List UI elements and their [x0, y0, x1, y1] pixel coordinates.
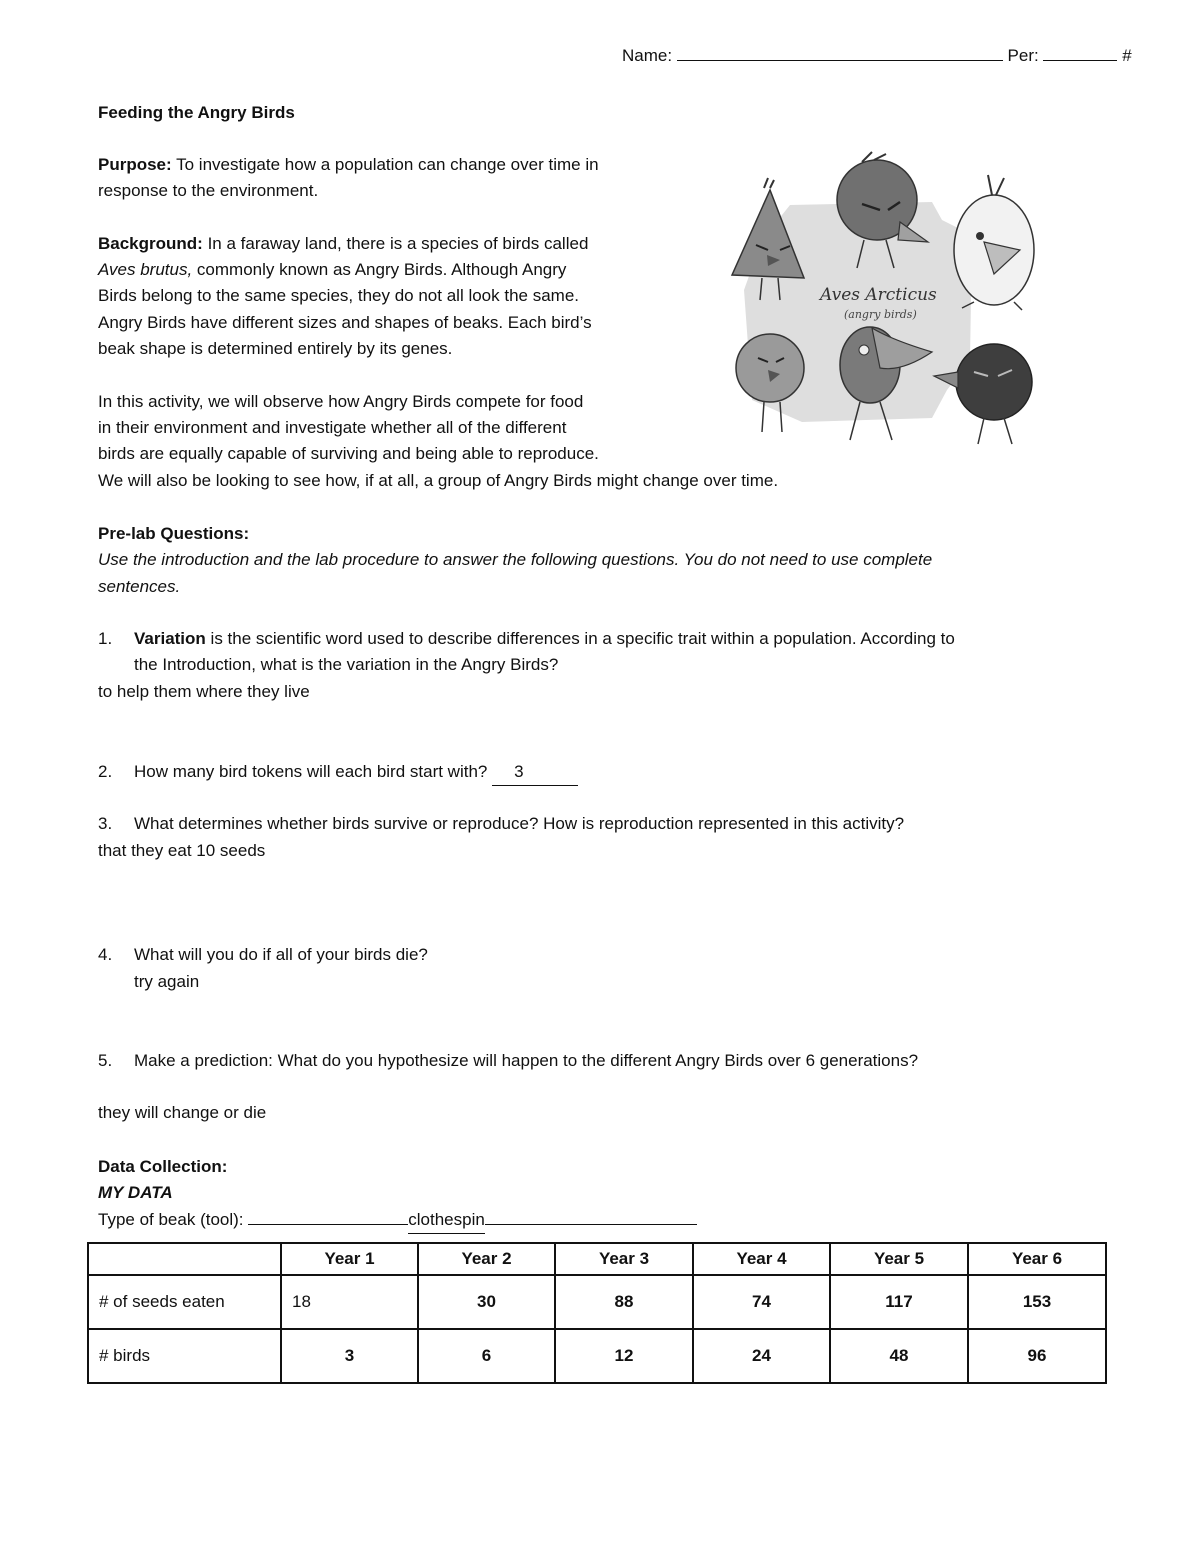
table-cell[interactable]: 48: [830, 1329, 968, 1383]
beak-type-label: Type of beak (tool):: [98, 1210, 244, 1229]
illustration-caption-2: (angry birds): [844, 308, 917, 321]
egg-bird: [954, 175, 1034, 310]
beak-blank-left: [248, 1206, 408, 1225]
table-header-row: [88, 1243, 1106, 1275]
answer-5[interactable]: they will change or die: [98, 1103, 267, 1122]
table-cell[interactable]: 117: [830, 1275, 968, 1329]
answer-3[interactable]: that they eat 10 seeds: [98, 841, 266, 860]
background-text-2: commonly known as Angry Birds. Although Angry: [196, 260, 567, 279]
question-2-text: How many bird tokens will each bird start with?: [134, 762, 488, 781]
activity-text-1: In this activity, we will observe how Angry Birds compete for food: [98, 392, 584, 411]
period-blank[interactable]: [1043, 42, 1117, 61]
table-header-cell: Year 1: [281, 1243, 418, 1275]
table-cell[interactable]: 18: [281, 1275, 418, 1329]
answer-4[interactable]: try again: [134, 972, 200, 991]
table-header-cell: Year 4: [693, 1243, 830, 1275]
background-text-1: In a faraway land, there is a species of birds called: [207, 234, 589, 253]
table-header-cell: Year 5: [830, 1243, 968, 1275]
table-cell[interactable]: 88: [555, 1275, 693, 1329]
table-cell[interactable]: 6: [418, 1329, 555, 1383]
question-1-number: 1.: [98, 629, 113, 648]
purpose-label: Purpose:: [98, 155, 172, 174]
question-1: [98, 626, 955, 652]
table-row: [88, 1275, 1106, 1329]
table-cell[interactable]: 96: [968, 1329, 1106, 1383]
beak-type-line: [98, 1206, 697, 1234]
species-name: Aves brutus,: [98, 260, 193, 279]
question-2: [98, 759, 578, 786]
beak-type-value[interactable]: clothespin: [408, 1207, 485, 1234]
activity-text-3: birds are equally capable of surviving and being able to reproduce.: [98, 444, 599, 463]
purpose-line-1: [98, 152, 599, 178]
angry-birds-illustration: [722, 150, 1042, 450]
name-blank[interactable]: [677, 42, 1003, 61]
table-header-cell: [88, 1243, 281, 1275]
background-text-5: beak shape is determined entirely by its genes.: [98, 339, 453, 358]
question-5-number: 5.: [98, 1051, 113, 1070]
table-cell[interactable]: 30: [418, 1275, 555, 1329]
question-3-number: 3.: [98, 814, 113, 833]
background-text-4: Angry Birds have different sizes and shapes of beaks. Each bird’s: [98, 313, 592, 332]
row-label-seeds: # of seeds eaten: [88, 1275, 281, 1329]
question-5-text: Make a prediction: What do you hypothesize will happen to the different Angry Birds over 6 generations?: [134, 1051, 919, 1070]
my-data-subheading: MY DATA: [98, 1183, 173, 1202]
data-table: [87, 1242, 1107, 1384]
table-cell[interactable]: 3: [281, 1329, 418, 1383]
question-4-number: 4.: [98, 945, 113, 964]
table-cell[interactable]: 153: [968, 1275, 1106, 1329]
table-header-cell: Year 2: [418, 1243, 555, 1275]
question-5: [98, 1048, 918, 1074]
beak-blank-right: [485, 1206, 697, 1225]
background-text-3: Birds belong to the same species, they do not all look the same.: [98, 286, 579, 305]
table-row: [88, 1329, 1106, 1383]
table-cell[interactable]: 74: [693, 1275, 830, 1329]
row-label-birds: # birds: [88, 1329, 281, 1383]
activity-text-2: in their environment and investigate whether all of the different: [98, 418, 567, 437]
purpose-text-2: response to the environment.: [98, 181, 319, 200]
table-cell[interactable]: 24: [693, 1329, 830, 1383]
question-1-text-1: is the scientific word used to describe differences in a specific trait within a population. According to: [210, 629, 955, 648]
answer-2[interactable]: 3: [492, 759, 578, 786]
background-line-2: [98, 257, 566, 283]
name-label: Name:: [622, 46, 673, 65]
variation-term: Variation: [134, 629, 206, 648]
prelab-instructions-2: sentences.: [98, 577, 181, 596]
purpose-text-1: To investigate how a population can change over time in: [176, 155, 599, 174]
answer-1[interactable]: to help them where they live: [98, 682, 310, 701]
number-label: #: [1122, 46, 1132, 65]
page-title: Feeding the Angry Birds: [98, 103, 295, 122]
background-label: Background:: [98, 234, 203, 253]
illustration-caption-1: Aves Arcticus: [820, 285, 937, 305]
prelab-instructions-1: Use the introduction and the lab procedure to answer the following questions. You do not need to use complete: [98, 550, 933, 569]
background-line-1: [98, 231, 588, 257]
question-3-text: What determines whether birds survive or reproduce? How is reproduction represented in this activity?: [134, 814, 905, 833]
question-4-text: What will you do if all of your birds die?: [134, 945, 428, 964]
question-2-number: 2.: [98, 762, 113, 781]
per-label: Per:: [1007, 46, 1039, 65]
data-collection-heading: Data Collection:: [98, 1157, 228, 1176]
question-3: [98, 811, 904, 837]
table-header-cell: Year 3: [555, 1243, 693, 1275]
table-cell[interactable]: 12: [555, 1329, 693, 1383]
question-4: [98, 942, 428, 968]
activity-text-4: We will also be looking to see how, if at all, a group of Angry Birds might change over time.: [98, 471, 779, 490]
name-field: [622, 42, 1132, 69]
table-header-cell: Year 6: [968, 1243, 1106, 1275]
question-1-text-2: the Introduction, what is the variation in the Angry Birds?: [134, 655, 559, 674]
prelab-heading: Pre-lab Questions:: [98, 524, 250, 543]
birds-sketch: [722, 150, 1042, 450]
